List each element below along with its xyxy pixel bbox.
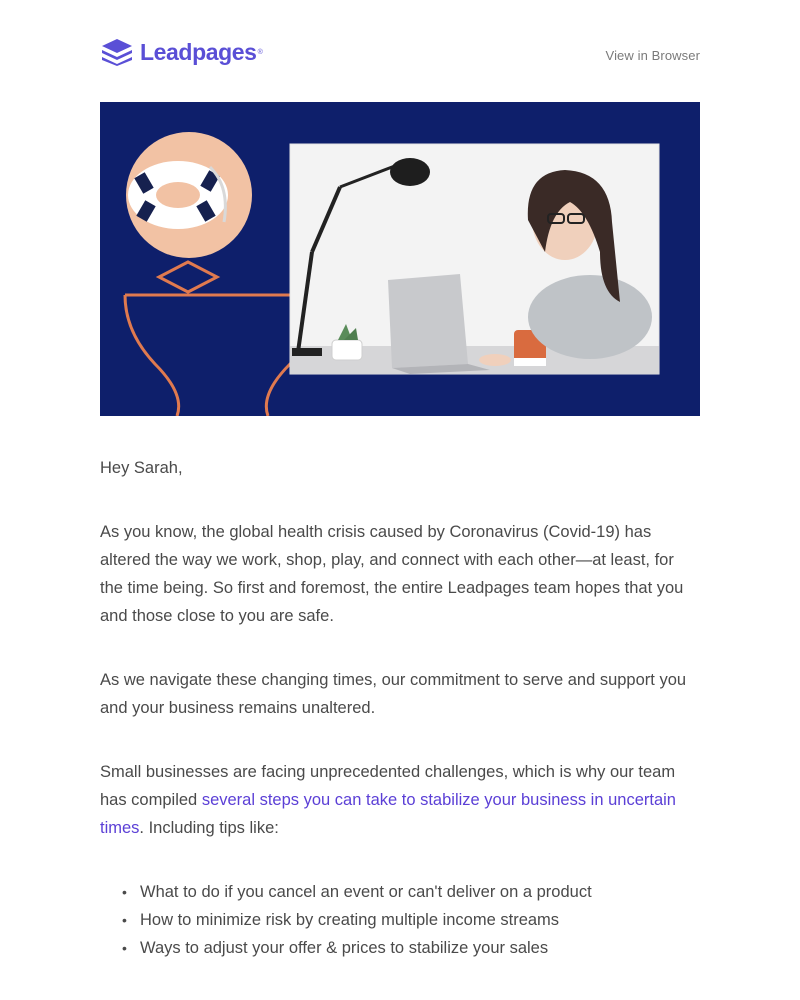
stabilize-business-link[interactable]: several steps you can take to stabilize your business in uncertain times (100, 791, 676, 837)
email-container (100, 0, 700, 962)
layers-icon (100, 38, 134, 66)
email-header (100, 0, 700, 102)
bullet-icon: • (122, 912, 127, 928)
bullet-icon: • (122, 940, 127, 956)
list-item (122, 934, 700, 962)
paragraph-challenges-text-end: . Including tips like: (139, 819, 279, 837)
tip-text: Ways to adjust your offer & prices to stabilize your sales (140, 939, 549, 957)
list-item (122, 906, 700, 934)
bullet-icon: • (122, 884, 127, 900)
tips-list (122, 878, 700, 962)
leadpages-logo[interactable] (100, 38, 263, 66)
paragraph-commitment: As we navigate these changing times, our commitment to serve and support you and your business remains unaltered. (100, 671, 687, 717)
registered-mark: ® (257, 48, 263, 56)
tip-text: How to minimize risk by creating multiple income streams (140, 911, 560, 929)
view-in-browser-link[interactable]: View in Browser (605, 48, 700, 63)
brand-name: Leadpages (140, 39, 257, 65)
hero-banner (100, 102, 700, 416)
desk-photo (290, 144, 659, 374)
list-item (122, 878, 700, 906)
greeting: Hey Sarah, (100, 459, 183, 477)
email-body (100, 416, 700, 962)
hero-illustration (100, 102, 700, 416)
paragraph-intro: As you know, the global health crisis caused by Coronavirus (Covid-19) has altered the way we work, shop, play, and connect with each other—at least, for the time being. So first and foremost, the entire Leadpages team hopes that you and those close to you are safe. (100, 523, 684, 625)
paragraph-challenges (100, 758, 700, 842)
tip-text: What to do if you cancel an event or can't deliver on a product (140, 883, 592, 901)
paragraph-challenges-text-start: Small businesses are facing unprecedented challenges, which is why our team has compiled (100, 763, 676, 809)
diamond-outline-icon (159, 262, 217, 292)
life-ring-icon (126, 132, 252, 258)
